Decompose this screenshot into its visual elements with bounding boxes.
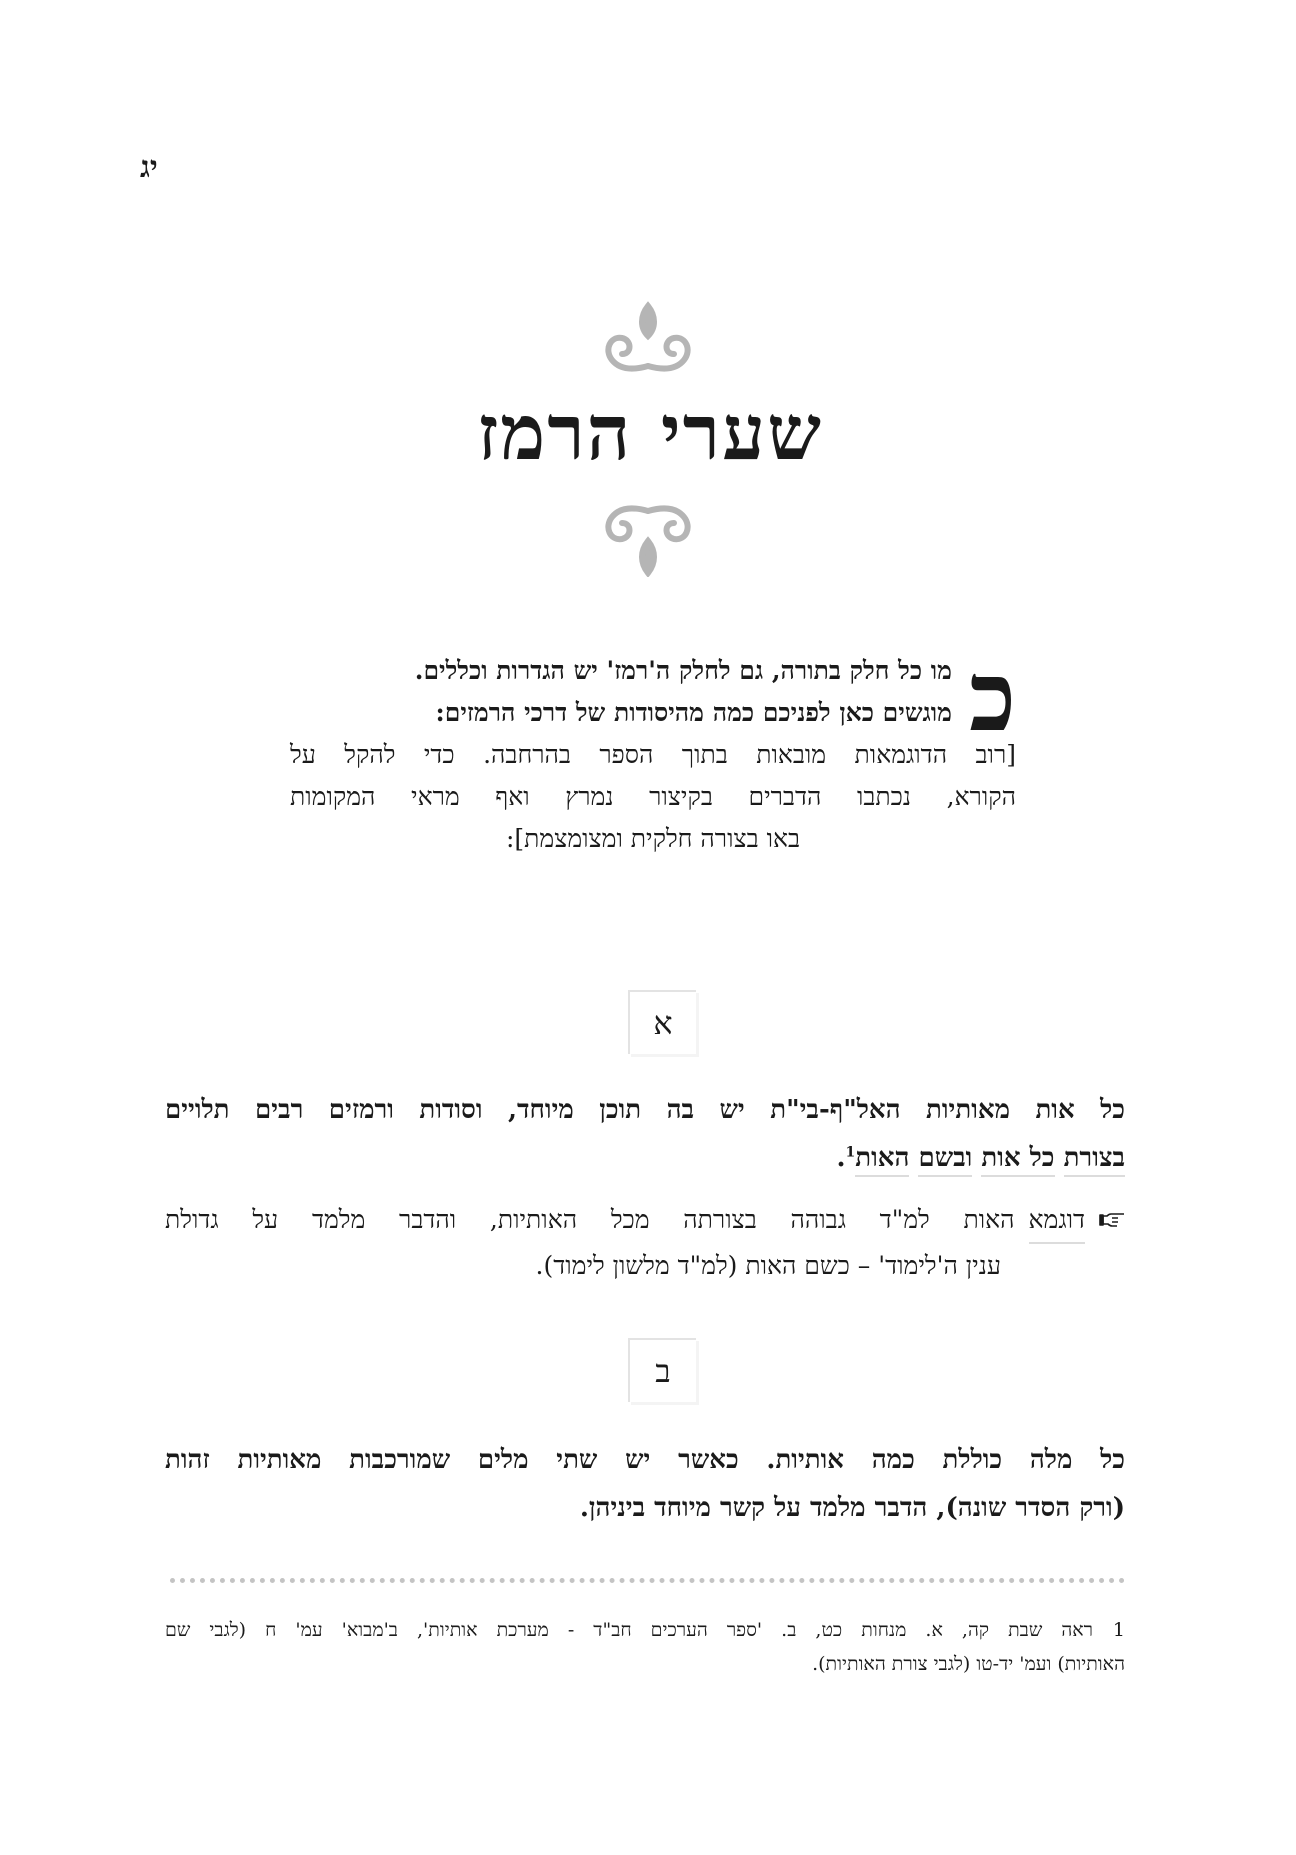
page-title: שערי הרמז — [477, 388, 823, 477]
footnote-separator — [170, 1578, 1125, 1583]
underlined-term: כל אות — [981, 1143, 1054, 1177]
rule-paragraph-b — [165, 1436, 1125, 1532]
intro-bold-line: מוגשים כאן לפניכם כמה מהיסודות של דרכי הרמזים: — [435, 698, 952, 727]
intro-bold-line: מו כל חלק בתורה, גם לחלק ה'רמז' יש הגדרות וכללים. — [414, 656, 952, 685]
period: . — [836, 1143, 846, 1173]
intro-plain-line: באו בצורה חלקית ומצומצמת]: — [505, 824, 801, 853]
intro-plain-line: הקורא, נכתבו הדברים בקיצור נמרץ ואף מראי המקומות — [290, 782, 1016, 811]
underlined-term: בצורת — [1064, 1143, 1125, 1177]
footnote-number: 1 — [1112, 1619, 1125, 1641]
footnote-text: האותיות) ועמ' יד-טו (לגבי צורת האותיות). — [812, 1653, 1125, 1675]
intro-paragraph — [290, 640, 1016, 860]
intro-plain-line: [רוב הדוגמאות מובאות בתוך הספר בהרחבה. כדי להקל על — [290, 740, 1016, 769]
scroll-ornament-icon — [590, 300, 706, 380]
footnote-ref[interactable]: 1 — [845, 1144, 856, 1161]
example-label: דוגמא — [1029, 1198, 1086, 1244]
page-number: יג — [140, 150, 158, 185]
footnote-text: ראה שבת קה, א. מנחות כט, ב. 'ספר הערכים חב"ד - מערכת אותיות', ב'מבוא' עמ' ח (לגבי שם — [165, 1619, 1093, 1641]
rule-line — [165, 1134, 1125, 1182]
rule-line: כל מלה כוללת כמה אותיות. כאשר יש שתי מלים שמורכבות מאותיות זהות — [165, 1445, 1125, 1475]
section-letter-box-b: ב — [628, 1338, 696, 1402]
example-text: האות למ"ד גבוהה בצורתה מכל האותיות, והדבר מלמד על גדולת — [165, 1205, 1015, 1234]
footnote — [165, 1613, 1125, 1681]
pointing-hand-icon — [1099, 1208, 1125, 1228]
rule-line: כל אות מאותיות האל"ף-בי"ת יש בה תוכן מיוחד, וסודות ורמזים רבים תלויים — [165, 1095, 1125, 1125]
scroll-ornament-icon — [590, 497, 706, 577]
example-block — [165, 1198, 1125, 1288]
drop-cap: כ — [969, 640, 1016, 753]
section-letter-box-a: א — [628, 990, 696, 1054]
example-text: ענין ה'לימוד' – כשם האות (למ"ד מלשון לימוד). — [535, 1251, 1001, 1280]
underlined-term: ובשם — [918, 1143, 972, 1177]
rule-line: (ורק הסדר שונה), הדבר מלמד על קשר מיוחד ביניהן. — [579, 1493, 1125, 1523]
rule-paragraph-a — [165, 1086, 1125, 1182]
underlined-term: האות — [855, 1143, 909, 1177]
